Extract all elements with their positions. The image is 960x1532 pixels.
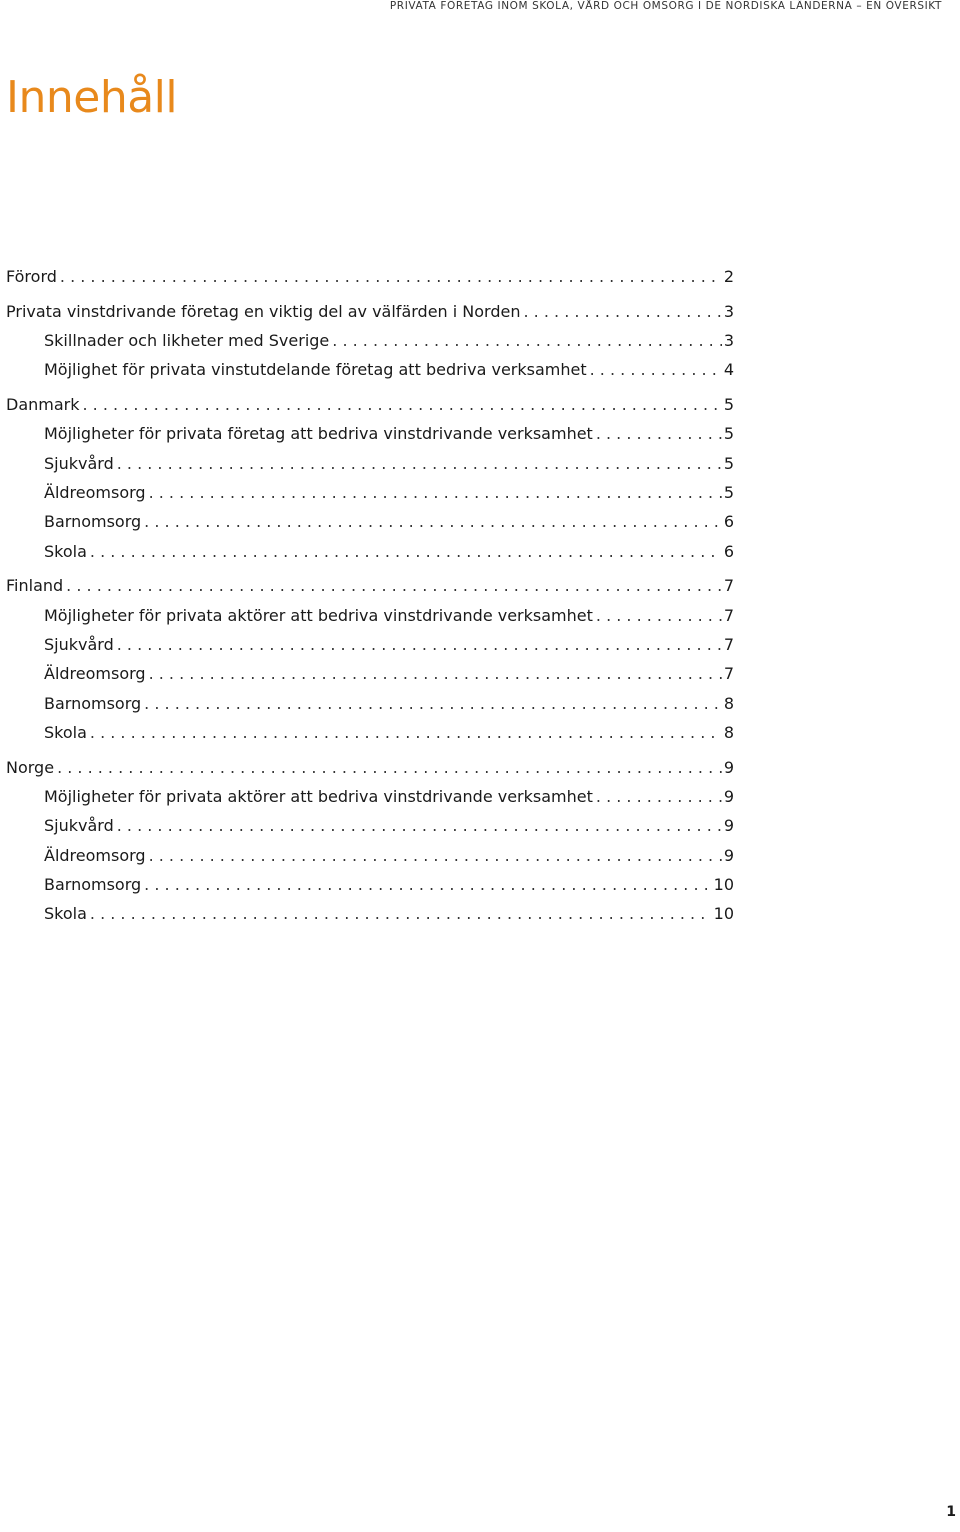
toc-dot-leader xyxy=(524,297,722,326)
toc-entry[interactable] xyxy=(6,753,734,782)
toc-dot-leader xyxy=(596,782,722,811)
toc-entry[interactable] xyxy=(6,841,734,870)
toc-entry-label: Sjukvård xyxy=(44,453,114,473)
toc-entry-label: Danmark xyxy=(6,395,80,415)
toc-entry[interactable] xyxy=(6,718,734,747)
toc-entry-label: Sjukvård xyxy=(44,816,114,836)
toc-dot-leader xyxy=(590,355,722,384)
running-header: PRIVATA FÖRETAG INOM SKOLA, VÅRD OCH OMSORG I DE NORDISKA LÄNDERNA – EN ÖVERSIKT xyxy=(389,0,942,12)
toc-entry-page: 5 xyxy=(723,483,734,503)
toc-entry-page: 7 xyxy=(723,605,734,625)
toc-entry-page: 8 xyxy=(723,693,734,713)
toc-entry[interactable] xyxy=(6,571,734,600)
toc-dot-leader xyxy=(149,841,722,870)
toc-entry[interactable] xyxy=(6,390,734,419)
toc-entry[interactable] xyxy=(6,449,734,478)
toc-entry[interactable] xyxy=(6,601,734,630)
toc-dot-leader xyxy=(144,870,711,899)
toc-entry[interactable] xyxy=(6,782,734,811)
toc-entry-page: 5 xyxy=(723,424,734,444)
table-of-contents xyxy=(6,262,734,929)
toc-entry[interactable] xyxy=(6,811,734,840)
toc-entry-label: Finland xyxy=(6,576,64,596)
toc-entry[interactable] xyxy=(6,659,734,688)
toc-entry-label: Förord xyxy=(6,267,57,286)
toc-entry-page: 9 xyxy=(723,845,734,865)
toc-entry-page: 5 xyxy=(723,395,734,415)
toc-dot-leader xyxy=(596,601,722,630)
toc-entry[interactable] xyxy=(6,262,734,291)
toc-entry-page: 9 xyxy=(723,816,734,836)
toc-entry-label: Sjukvård xyxy=(44,635,114,655)
toc-entry[interactable] xyxy=(6,630,734,659)
toc-entry[interactable] xyxy=(6,870,734,899)
toc-entry-label: Möjligheter för privata aktörer att bedriva vinstdrivande verksamhet xyxy=(44,605,593,625)
toc-entry-label: Äldreomsorg xyxy=(44,664,146,684)
toc-dot-leader xyxy=(66,571,722,600)
toc-entry-label: Möjligheter för privata aktörer att bedriva vinstdrivande verksamhet xyxy=(44,787,593,807)
toc-entry-label: Barnomsorg xyxy=(44,874,142,894)
toc-entry[interactable] xyxy=(6,419,734,448)
toc-dot-leader xyxy=(57,753,722,782)
toc-entry-page: 7 xyxy=(723,635,734,655)
toc-entry[interactable] xyxy=(6,297,734,326)
toc-entry-label: Skillnader och likheter med Sverige xyxy=(44,331,330,351)
toc-entry-page: 7 xyxy=(723,664,734,684)
toc-entry-page: 4 xyxy=(723,360,734,380)
toc-entry[interactable] xyxy=(6,326,734,355)
toc-entry[interactable] xyxy=(6,355,734,384)
toc-entry-label: Möjligheter för privata företag att bedriva vinstdrivande verksamhet xyxy=(44,424,593,444)
toc-entry-page: 7 xyxy=(723,576,734,596)
toc-dot-leader xyxy=(60,262,722,291)
toc-entry-page: 10 xyxy=(713,904,734,924)
toc-entry-label: Äldreomsorg xyxy=(44,845,146,865)
toc-entry[interactable] xyxy=(6,478,734,507)
toc-entry[interactable] xyxy=(6,899,734,928)
toc-dot-leader xyxy=(90,718,722,747)
toc-entry-label: Skola xyxy=(44,722,87,742)
toc-entry-page: 10 xyxy=(713,874,734,894)
toc-entry[interactable] xyxy=(6,537,734,566)
toc-entry-page: 9 xyxy=(723,787,734,807)
toc-dot-leader xyxy=(149,659,722,688)
toc-dot-leader xyxy=(90,537,722,566)
toc-dot-leader xyxy=(332,326,722,355)
toc-entry-page: 2 xyxy=(723,267,734,286)
toc-entry-page: 5 xyxy=(723,453,734,473)
toc-entry[interactable] xyxy=(6,689,734,718)
toc-entry-page: 3 xyxy=(723,331,734,351)
toc-dot-leader xyxy=(596,419,722,448)
toc-dot-leader xyxy=(117,811,722,840)
toc-dot-leader xyxy=(83,390,722,419)
toc-dot-leader xyxy=(149,478,722,507)
toc-dot-leader xyxy=(144,507,722,536)
toc-entry-page: 8 xyxy=(723,722,734,742)
toc-entry-label: Barnomsorg xyxy=(44,512,142,532)
toc-dot-leader xyxy=(144,689,722,718)
toc-entry-label: Privata vinstdrivande företag en viktig del av välfärden i Norden xyxy=(6,301,521,321)
toc-entry-page: 6 xyxy=(723,541,734,561)
toc-entry-label: Norge xyxy=(6,757,55,777)
toc-dot-leader xyxy=(117,630,722,659)
toc-entry-page: 6 xyxy=(723,512,734,532)
toc-entry-page: 9 xyxy=(723,757,734,777)
toc-entry-label: Möjlighet för privata vinstutdelande företag att bedriva verksamhet xyxy=(44,360,587,380)
page-title: Innehåll xyxy=(6,72,178,123)
toc-entry[interactable] xyxy=(6,507,734,536)
toc-entry-label: Barnomsorg xyxy=(44,693,142,713)
page-number: 1 xyxy=(946,1504,956,1520)
toc-entry-label: Skola xyxy=(44,904,87,924)
toc-dot-leader xyxy=(90,899,712,928)
toc-entry-label: Skola xyxy=(44,541,87,561)
toc-entry-label: Äldreomsorg xyxy=(44,483,146,503)
toc-dot-leader xyxy=(117,449,722,478)
toc-entry-page: 3 xyxy=(723,301,734,321)
